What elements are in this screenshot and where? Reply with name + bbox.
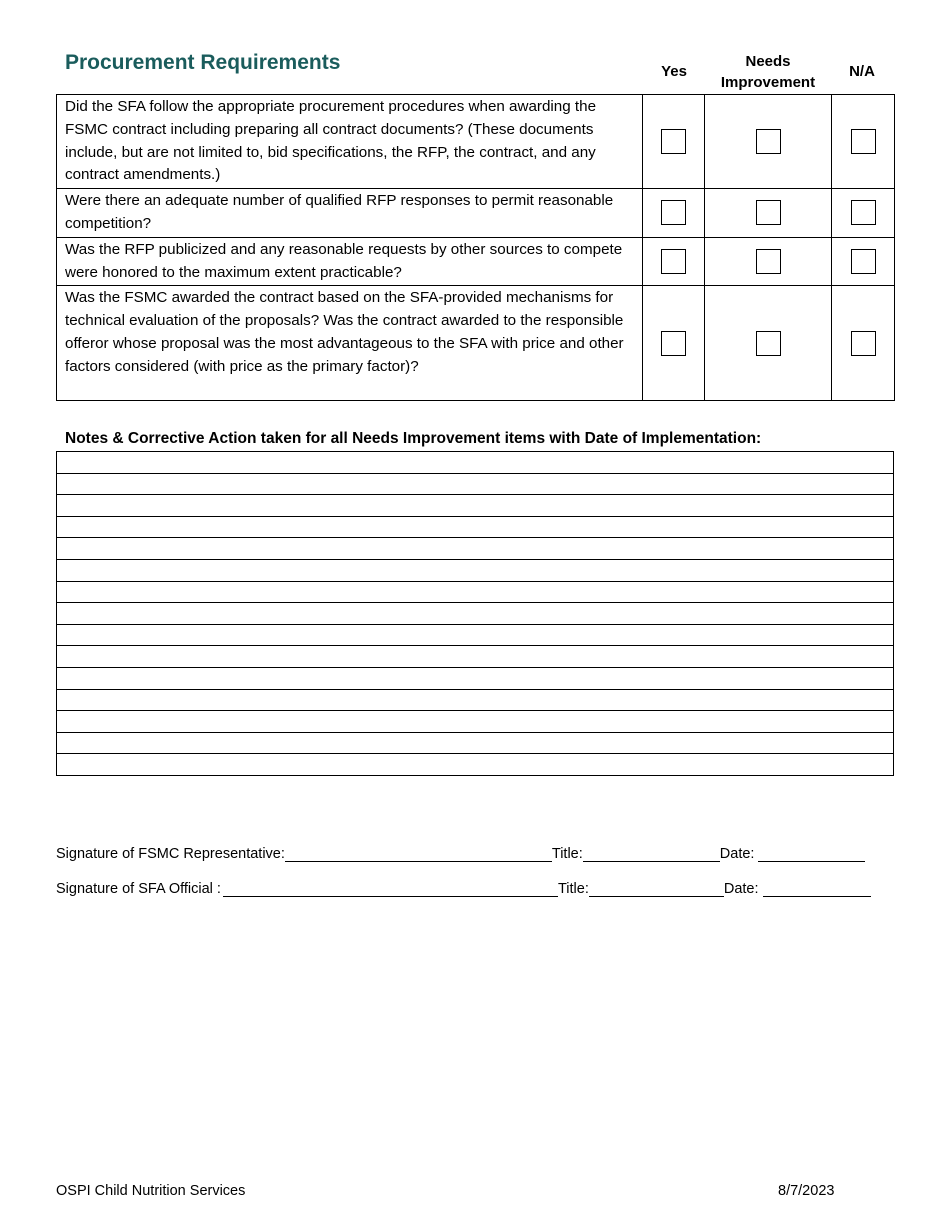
notes-line[interactable] (57, 452, 894, 474)
sfa-title-label: Title: (557, 881, 589, 897)
column-header-yes: Yes (661, 63, 687, 80)
notes-line[interactable] (57, 732, 894, 754)
fsmc-title-field[interactable] (583, 846, 720, 862)
fsmc-signature-field[interactable] (285, 846, 552, 862)
question-text: Did the SFA follow the appropriate procurement procedures when awarding the FSMC contract including preparing all contract documents? (These documents include, but are not limited to, bid specifications, the RFP, the contract, and any contract amendments.) (57, 95, 643, 189)
notes-line[interactable] (57, 711, 894, 733)
fsmc-date-label: Date: (719, 846, 755, 862)
fsmc-date-field[interactable] (758, 846, 865, 862)
table-row (57, 189, 895, 238)
sfa-signature-label: Signature of SFA Official : (56, 881, 221, 897)
fsmc-title-label: Title: (551, 846, 583, 862)
table-row (57, 95, 895, 189)
notes-line[interactable] (57, 495, 894, 517)
notes-line[interactable] (57, 473, 894, 495)
notes-line[interactable] (57, 624, 894, 646)
fsmc-signature-row (56, 846, 865, 862)
na-checkbox[interactable] (851, 331, 876, 356)
column-header-needs-improvement: Needs Improvement (720, 53, 816, 91)
yes-checkbox[interactable] (661, 331, 686, 356)
notes-table (56, 451, 894, 776)
sfa-title-field[interactable] (589, 881, 724, 897)
notes-line[interactable] (57, 667, 894, 689)
yes-checkbox[interactable] (661, 200, 686, 225)
sfa-signature-row (56, 881, 871, 897)
notes-line[interactable] (57, 581, 894, 603)
footer-date: 8/7/2023 (778, 1183, 835, 1199)
yes-checkbox[interactable] (661, 249, 686, 274)
fsmc-signature-label: Signature of FSMC Representative: (56, 846, 285, 862)
question-text: Were there an adequate number of qualified RFP responses to permit reasonable competition? (57, 189, 643, 238)
notes-label: Notes & Corrective Action taken for all Needs Improvement items with Date of Implementation: (65, 430, 762, 447)
column-header-na: N/A (849, 63, 875, 80)
notes-line[interactable] (57, 689, 894, 711)
needs-improvement-checkbox[interactable] (756, 249, 781, 274)
notes-line[interactable] (57, 646, 894, 668)
needs-improvement-checkbox[interactable] (756, 200, 781, 225)
na-checkbox[interactable] (851, 200, 876, 225)
notes-line[interactable] (57, 603, 894, 625)
sfa-date-label: Date: (723, 881, 759, 897)
table-row (57, 286, 895, 401)
notes-line[interactable] (57, 516, 894, 538)
needs-improvement-checkbox[interactable] (756, 129, 781, 154)
notes-line[interactable] (57, 538, 894, 560)
question-text: Was the FSMC awarded the contract based on the SFA-provided mechanisms for technical evaluation of the proposals? Was the contract awarded to the responsible offeror whose proposal was the most advantageous to the SFA with price and other factors considered (with price as the primary factor)? (57, 286, 643, 401)
footer-org: OSPI Child Nutrition Services (56, 1183, 246, 1199)
na-checkbox[interactable] (851, 129, 876, 154)
procurement-requirements-table (56, 94, 895, 401)
yes-checkbox[interactable] (661, 129, 686, 154)
section-title: Procurement Requirements (65, 51, 341, 74)
sfa-signature-field[interactable] (223, 881, 558, 897)
notes-line[interactable] (57, 754, 894, 776)
sfa-date-field[interactable] (763, 881, 871, 897)
notes-line[interactable] (57, 559, 894, 581)
table-row (57, 237, 895, 286)
na-checkbox[interactable] (851, 249, 876, 274)
question-text: Was the RFP publicized and any reasonable requests by other sources to compete were honored to the maximum extent practicable? (57, 237, 643, 286)
needs-improvement-checkbox[interactable] (756, 331, 781, 356)
